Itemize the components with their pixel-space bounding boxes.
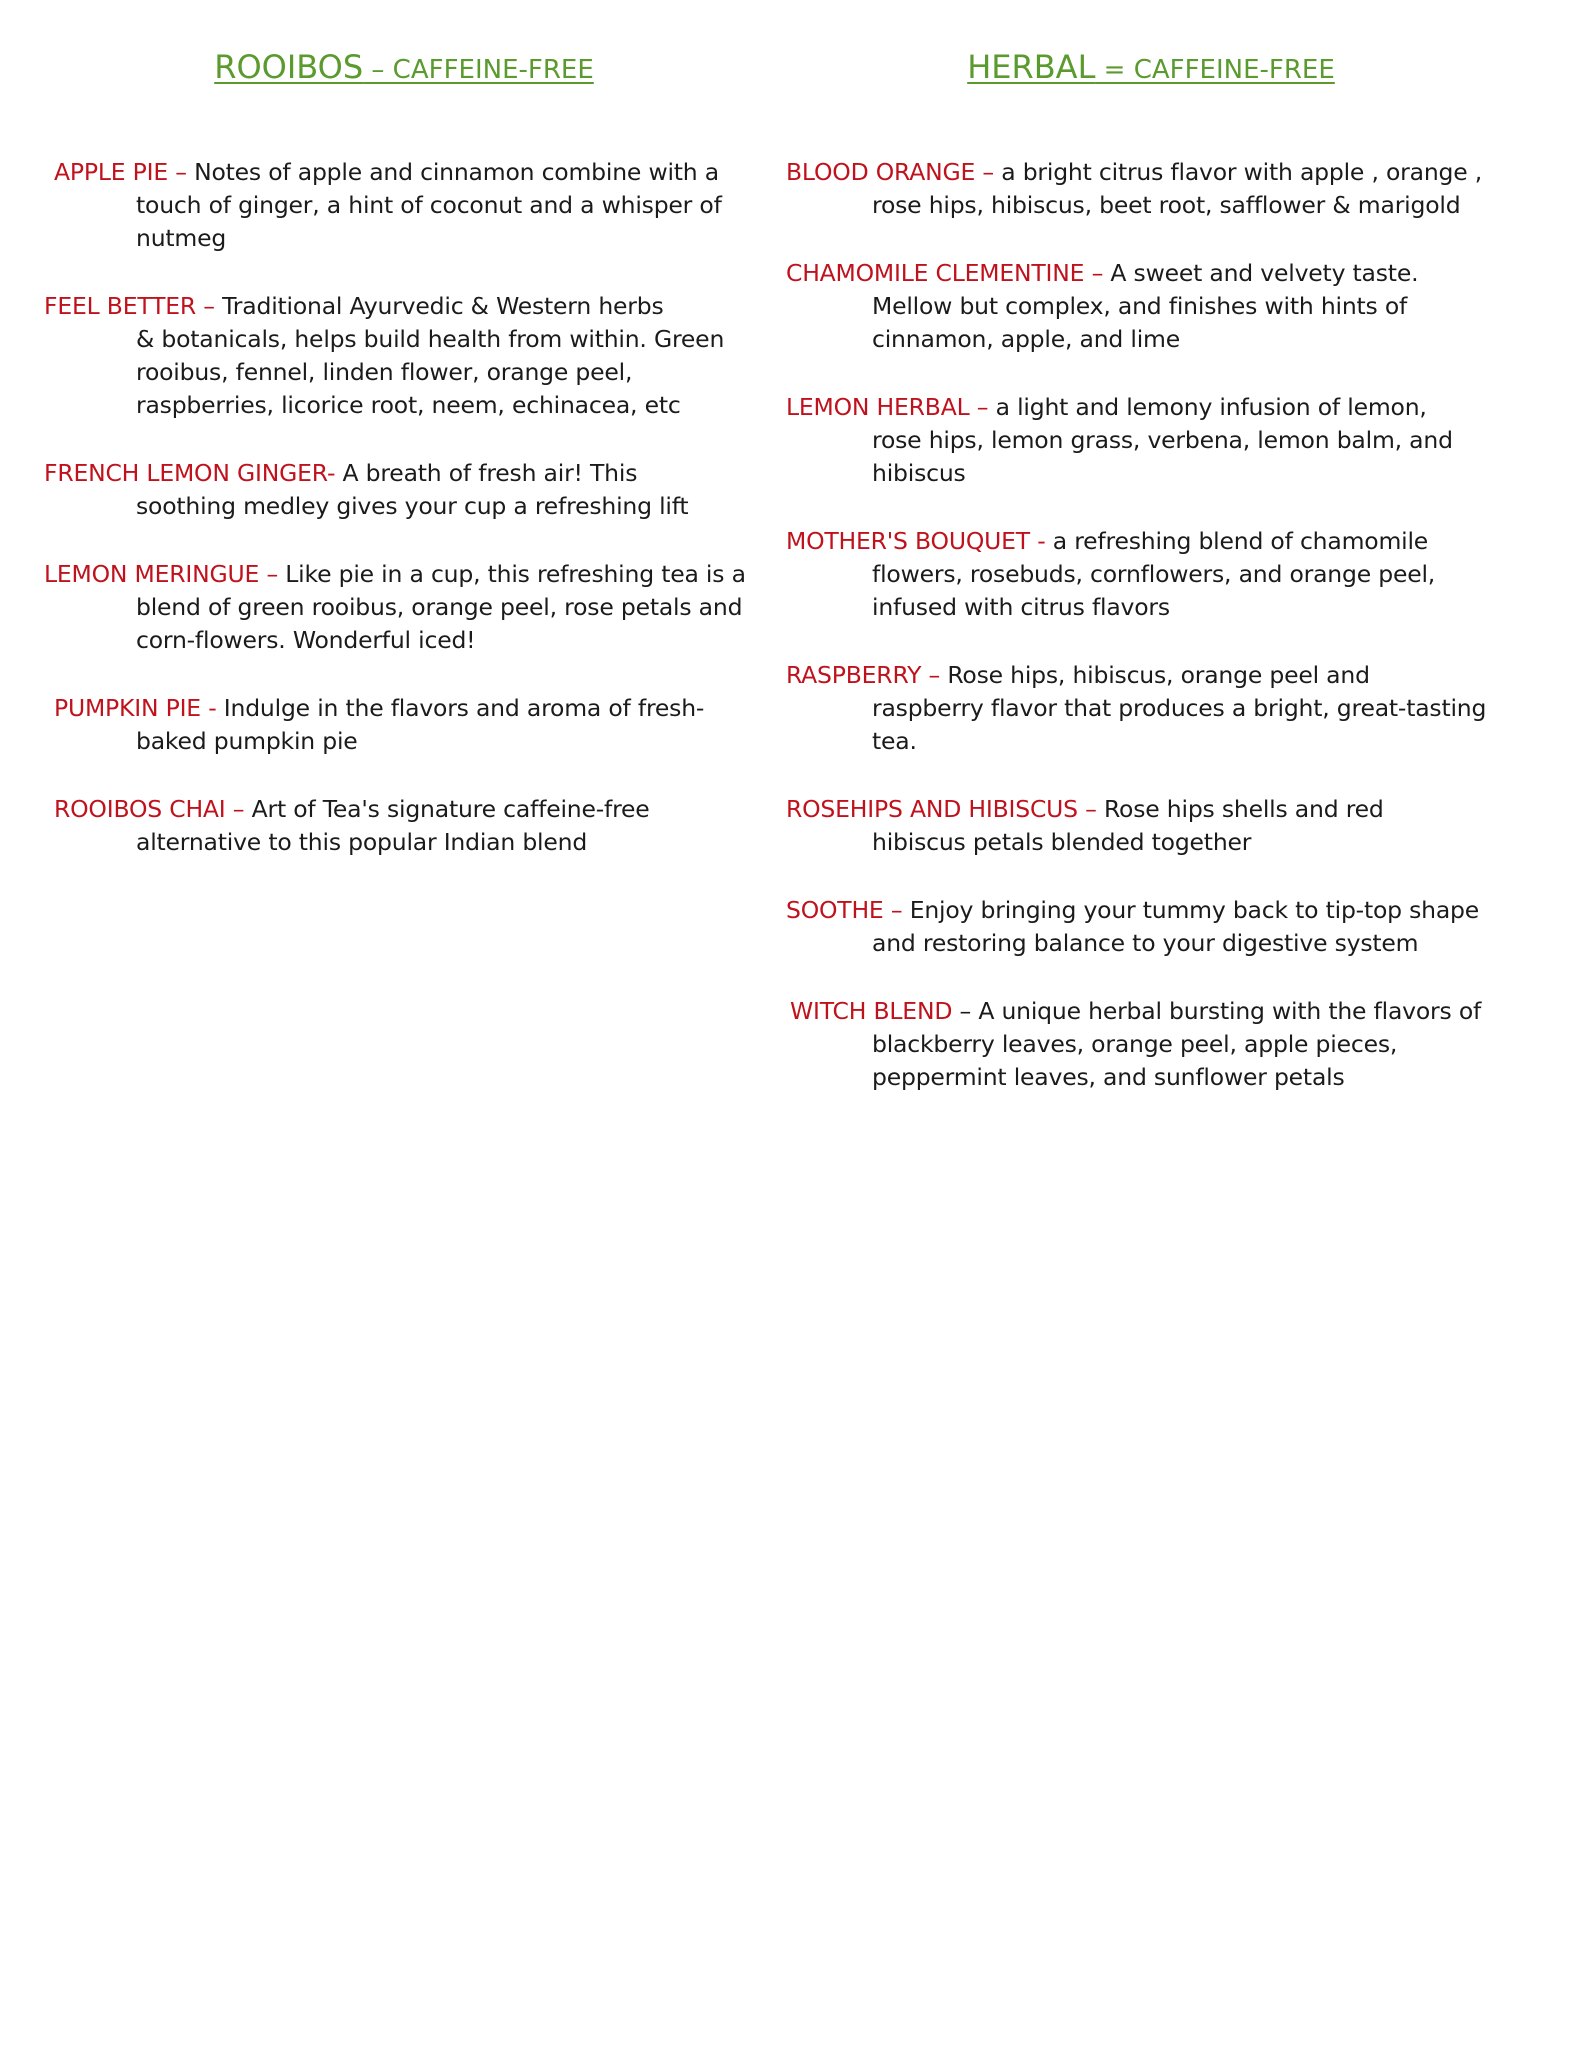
tea-desc-line: blend of green rooibus, orange peel, rose petals and [136, 593, 743, 621]
tea-item-lemon-meringue [44, 558, 764, 657]
tea-item-blood-orange [786, 156, 1516, 222]
tea-desc-line: Rose hips, hibiscus, orange peel and [947, 661, 1370, 689]
tea-desc-line: rose hips, lemon grass, verbena, lemon balm, and [872, 426, 1453, 454]
tea-desc-line: tea. [872, 727, 917, 755]
tea-item-french-lemon-ginger [44, 457, 764, 523]
tea-desc-line: raspberry flavor that produces a bright, great-tasting [872, 694, 1487, 722]
tea-item-lemon-herbal [786, 391, 1516, 490]
tea-desc-line: rooibus, fennel, linden flower, orange peel, [136, 358, 633, 386]
tea-desc-line: and restoring balance to your digestive system [872, 929, 1419, 957]
tea-item-feel-better [44, 290, 764, 422]
tea-item-apple-pie [44, 156, 764, 255]
tea-item-pumpkin-pie [44, 692, 764, 758]
tea-desc-line: raspberries, licorice root, neem, echinacea, etc [136, 391, 681, 419]
tea-item-rooibos-chai [44, 793, 764, 859]
tea-desc-line: flowers, rosebuds, cornflowers, and orange peel, [872, 560, 1436, 588]
tea-desc-line: rose hips, hibiscus, beet root, safflower & marigold [872, 191, 1461, 219]
tea-desc-line: Enjoy bringing your tummy back to tip-top shape [909, 896, 1480, 924]
tea-desc-line: Traditional Ayurvedic & Western herbs [222, 292, 664, 320]
rooibos-heading-main: ROOIBOS [214, 48, 364, 86]
tea-desc-line: Like pie in a cup, this refreshing tea is a [285, 560, 746, 588]
tea-desc-line: & botanicals, helps build health from within. Green [136, 325, 725, 353]
tea-item-soothe [786, 894, 1516, 960]
tea-desc-line: a light and lemony infusion of lemon, [995, 393, 1427, 421]
rooibos-heading [44, 48, 764, 88]
tea-desc-line: soothing medley gives your cup a refreshing lift [136, 492, 689, 520]
tea-item-chamomile-clementine [786, 257, 1516, 356]
tea-desc-line: Rose hips shells and red [1103, 795, 1384, 823]
herbal-heading-sub: = CAFFEINE-FREE [1095, 55, 1335, 85]
tea-name: ROSEHIPS AND HIBISCUS – [786, 795, 1104, 823]
tea-desc-line: A breath of fresh air! This [342, 459, 638, 487]
tea-desc-line: blackberry leaves, orange peel, apple pieces, [872, 1030, 1398, 1058]
tea-desc-line: peppermint leaves, and sunflower petals [872, 1063, 1345, 1091]
tea-name: WITCH BLEND [790, 997, 953, 1025]
tea-name: RASPBERRY – [786, 661, 948, 689]
tea-desc-line: A sweet and velvety taste. [1110, 259, 1419, 287]
tea-item-raspberry [786, 659, 1516, 758]
tea-name: BLOOD ORANGE – [786, 158, 1002, 186]
tea-name: ROOIBOS CHAI – [54, 795, 252, 823]
tea-desc-line: baked pumpkin pie [136, 727, 358, 755]
rooibos-column [44, 48, 764, 894]
tea-name: PUMPKIN PIE - [54, 694, 224, 722]
tea-desc-line: Mellow but complex, and finishes with hints of [872, 292, 1408, 320]
tea-desc-line: a bright citrus flavor with apple , orange , [1001, 158, 1483, 186]
tea-desc-line: cinnamon, apple, and lime [872, 325, 1180, 353]
tea-name: APPLE PIE – [54, 158, 195, 186]
herbal-column [786, 48, 1516, 1129]
tea-desc-line: hibiscus [872, 459, 966, 487]
tea-desc-line: nutmeg [136, 224, 227, 252]
tea-desc-line: hibiscus petals blended together [872, 828, 1252, 856]
herbal-heading-main: HERBAL [967, 48, 1096, 86]
tea-desc-line: Indulge in the flavors and aroma of fresh- [223, 694, 705, 722]
tea-name: LEMON MERINGUE – [44, 560, 286, 588]
rooibos-heading-sub: – CAFFEINE-FREE [363, 55, 594, 85]
tea-item-mothers-bouquet [786, 525, 1516, 624]
tea-name: FRENCH LEMON GINGER- [44, 459, 343, 487]
tea-desc-line: Notes of apple and cinnamon combine with a [194, 158, 719, 186]
tea-name: SOOTHE – [786, 896, 910, 924]
tea-desc-line: alternative to this popular Indian blend [136, 828, 588, 856]
tea-name: CHAMOMILE CLEMENTINE – [786, 259, 1111, 287]
tea-name: LEMON HERBAL – [786, 393, 996, 421]
tea-name: FEEL BETTER – [44, 292, 223, 320]
tea-desc-line: touch of ginger, a hint of coconut and a whisper of [136, 191, 722, 219]
tea-desc-line: corn-flowers. Wonderful iced! [136, 626, 476, 654]
tea-item-witch-blend [786, 995, 1516, 1094]
tea-desc-line: – A unique herbal bursting with the flavors of [952, 997, 1482, 1025]
herbal-heading [786, 48, 1516, 88]
tea-desc-line: infused with citrus flavors [872, 593, 1170, 621]
tea-desc-line: Art of Tea's signature caffeine-free [251, 795, 650, 823]
tea-item-rosehips-and-hibiscus [786, 793, 1516, 859]
tea-name: MOTHER'S BOUQUET - [786, 527, 1053, 555]
tea-desc-line: a refreshing blend of chamomile [1052, 527, 1429, 555]
